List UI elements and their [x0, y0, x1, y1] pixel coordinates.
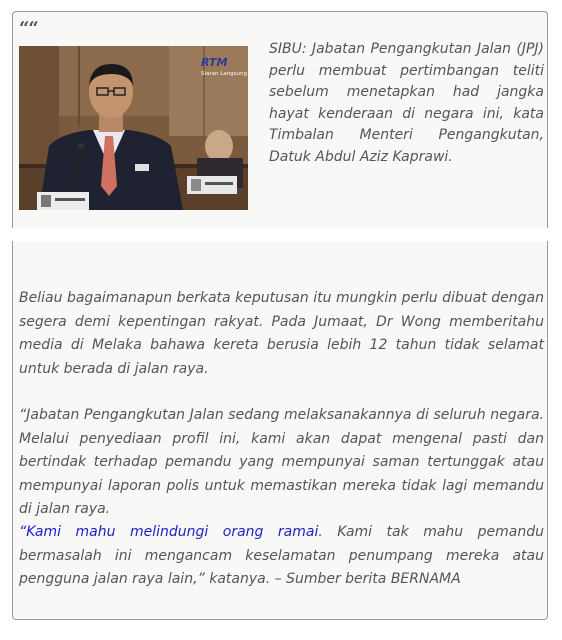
svg-text:RTM: RTM	[201, 56, 228, 69]
parliament-photo-illustration	[19, 46, 248, 210]
article-header-card	[12, 11, 548, 228]
body-paragraph-3-text: . Kami tak mahu pemandu bermasalah ini mengancam keselamatan penumpang mereka atau pengguna jalan raya lain,” katanya. – Sumber berita BERNAMA	[19, 524, 544, 587]
quote-icon: ““	[19, 18, 38, 39]
broadcast-logo-text: Siaran Langsung	[201, 71, 247, 77]
body-paragraph-2: “Jabatan Pengangkutan Jalan sedang melaksanakannya di seluruh negara. Melalui penyediaan profil ini, kami akan dapat mengenal pasti dan bertindak terhadap pemandu yang mempunyai saman tertunggak atau mempunyai laporan polis untuk memastikan mereka tidak lagi memandu di jalan raya.	[19, 407, 544, 517]
article-photo	[19, 46, 248, 210]
highlighted-quote-link[interactable]: “Kami mahu melindungi orang ramai	[19, 524, 319, 540]
body-paragraph-3	[19, 521, 544, 592]
article-body-card	[12, 241, 548, 620]
body-paragraph-1: Beliau bagaimanapun berkata keputusan itu mungkin perlu dibuat dengan segera demi kepentingan rakyat. Pada Jumaat, Dr Wong memberitahu media di Melaka bahawa kereta berusia lebih 12 tahun tidak selamat untuk berada di jalan raya.	[19, 290, 544, 377]
lead-paragraph: SIBU: Jabatan Pengangkutan Jalan (JPJ) perlu membuat pertimbangan teliti sebelum menetapkan had jangka hayat kenderaan di negara ini, kata Timbalan Menteri Pengangkutan, Datuk Abdul Aziz Kaprawi.	[269, 41, 544, 165]
